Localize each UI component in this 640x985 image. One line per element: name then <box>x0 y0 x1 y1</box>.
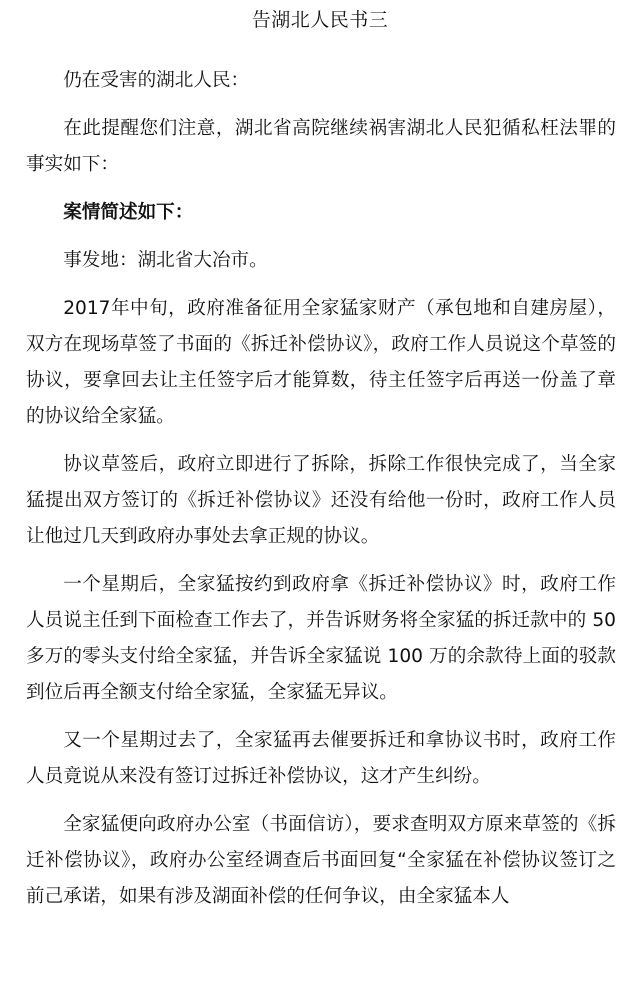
paragraph-another-week: 又一个星期过去了，全家猛再去催要拆迁和拿协议书时，政府工作人员竟说从来没有签订过拆迁补偿协议，这才产生纠纷。 <box>26 730 616 787</box>
paragraph-2017: 2017年中旬，政府准备征用全家猛家财产（承包地和自建房屋），双方在现场草签了书面的《拆迁补偿协议》，政府工作人员说这个草签的协议，要拿回去让主任签字后才能算数，待主任签字后再送一份盖了章的协议给全家猛。 <box>26 298 616 427</box>
paragraph-demolition: 协议草签后，政府立即进行了拆除，拆除工作很快完成了，当全家猛提出双方签订的《拆迁补偿协议》还没有给他一份时，政府工作人员让他过几天到政府办事处去拿正规的协议。 <box>26 454 616 547</box>
document-body <box>26 63 616 915</box>
section-heading: 案情简述如下： <box>63 202 194 223</box>
paragraph-location: 事发地：湖北省大冶市。 <box>63 250 268 271</box>
paragraph-salutation: 仍在受害的湖北人民： <box>63 70 250 91</box>
paragraph-intro: 在此提醒您们注意，湖北省高院继续祸害湖北人民犯循私枉法罪的事实如下： <box>26 118 616 175</box>
paragraph-petition: 全家猛便向政府办公室（书面信访），要求查明双方原来草签的《拆迁补偿协议》，政府办公室经调查后书面回复“全家猛在补偿协议签订之前己承诺，如果有涉及湖面补偿的任何争议，由全家猛本人 <box>26 814 616 907</box>
paragraph-one-week: 一个星期后，全家猛按约到政府拿《拆迁补偿协议》时，政府工作人员说主任到下面检查工作去了，并告诉财务将全家猛的拆迁款中的 50 多万的零头支付给全家猛，并告诉全家猛说 100 万的余款待上面的驳款到位后再全额支付给全家猛，全家猛无异议。 <box>26 574 616 703</box>
document-title: 告湖北人民书三 <box>251 9 389 31</box>
